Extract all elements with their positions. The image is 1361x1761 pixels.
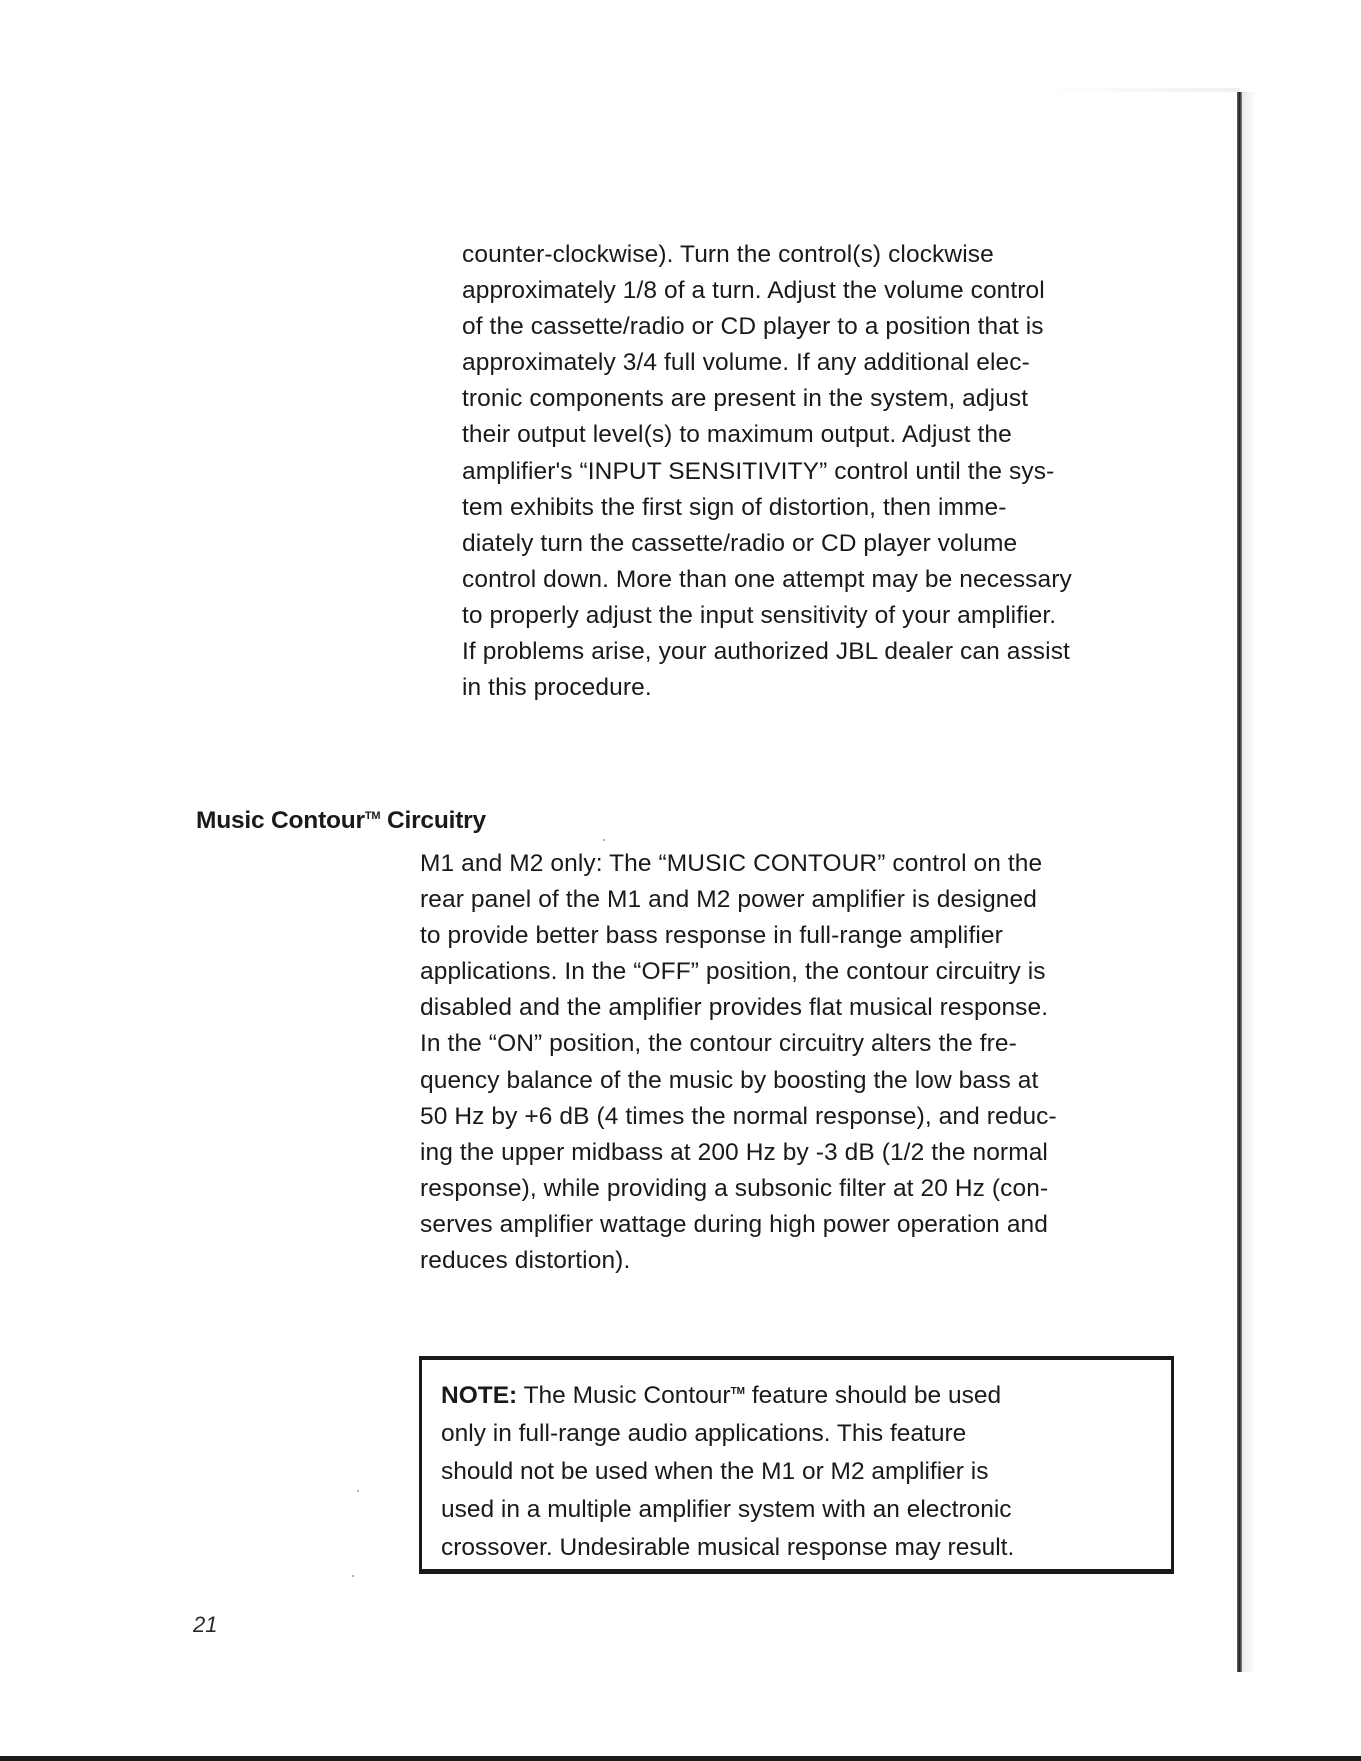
paragraph-line: to properly adjust the input sensitivity of your amplifier. <box>462 601 1057 629</box>
paragraph-line: their output level(s) to maximum output. Adjust the <box>462 421 1012 449</box>
note-label: NOTE: <box>441 1382 518 1409</box>
paragraph-line: response), while providing a subsonic filter at 20 Hz (con- <box>420 1174 1049 1202</box>
trademark-symbol: TM <box>730 1386 746 1397</box>
note-line: only in full-range audio applications. This feature <box>441 1420 967 1447</box>
paragraph-line: diately turn the cassette/radio or CD player volume <box>462 529 1018 557</box>
note-line: used in a multiple amplifier system with an electronic <box>441 1496 1012 1523</box>
note-text <box>441 1373 1014 1567</box>
scan-speck <box>357 1490 359 1492</box>
input-sensitivity-paragraph <box>462 237 1072 706</box>
note-box <box>419 1356 1174 1574</box>
paragraph-line: tem exhibits the first sign of distortion, then imme- <box>462 493 1007 521</box>
paragraph-line: If problems arise, your authorized JBL dealer can assist <box>462 638 1070 666</box>
heading-text: Music Contour <box>196 807 365 834</box>
note-line: crossover. Undesirable musical response may result. <box>441 1534 1015 1561</box>
page-number: 21 <box>193 1612 218 1637</box>
paragraph-line: of the cassette/radio or CD player to a position that is <box>462 313 1044 341</box>
paragraph-line: to provide better bass response in full-range amplifier <box>420 922 1003 950</box>
note-line <box>441 1373 1014 1415</box>
note-text-fragment: The Music Contour <box>517 1382 731 1409</box>
scan-speck <box>603 839 605 841</box>
paragraph-line: approximately 1/8 of a turn. Adjust the volume control <box>462 277 1045 305</box>
paragraph-line: tronic components are present in the system, adjust <box>462 385 1029 413</box>
music-contour-paragraph <box>420 846 1057 1279</box>
paragraph-line: control down. More than one attempt may be necessary <box>462 565 1072 593</box>
paragraph-line: applications. In the “OFF” position, the contour circuitry is <box>420 958 1046 986</box>
trademark-symbol: TM <box>364 810 381 822</box>
heading-text: Circuitry <box>380 807 486 834</box>
paragraph-line: ing the upper midbass at 200 Hz by -3 dB (1/2 the normal <box>420 1138 1048 1166</box>
paragraph-line: disabled and the amplifier provides flat musical response. <box>420 994 1049 1022</box>
paragraph-line: M1 and M2 only: The “MUSIC CONTOUR” control on the <box>420 850 1043 877</box>
paragraph-line: In the “ON” position, the contour circuitry alters the fre- <box>420 1030 1017 1058</box>
section-heading-music-contour <box>196 807 486 835</box>
paragraph-line: approximately 3/4 full volume. If any additional elec- <box>462 349 1030 377</box>
scan-speck <box>352 1575 354 1577</box>
paragraph-line: in this procedure. <box>462 674 652 702</box>
paragraph-line: reduces distortion). <box>420 1247 631 1275</box>
binding-shadow <box>1242 92 1256 1672</box>
paragraph-line: amplifier's “INPUT SENSITIVITY” control until the sys- <box>462 457 1055 485</box>
scan-bottom-edge <box>0 1756 1361 1761</box>
note-text-fragment: feature should be used <box>745 1382 1002 1409</box>
paragraph-line: quency balance of the music by boosting the low bass at <box>420 1066 1039 1094</box>
paragraph-line: counter-clockwise). Turn the control(s) clockwise <box>462 241 994 268</box>
binding-spine <box>1237 92 1242 1672</box>
paragraph-line: serves amplifier wattage during high power operation and <box>420 1210 1048 1238</box>
page-edge-shadow <box>1040 88 1240 92</box>
note-line: should not be used when the M1 or M2 amplifier is <box>441 1458 989 1485</box>
paragraph-line: rear panel of the M1 and M2 power amplifier is designed <box>420 886 1037 914</box>
paragraph-line: 50 Hz by +6 dB (4 times the normal response), and reduc- <box>420 1102 1057 1130</box>
